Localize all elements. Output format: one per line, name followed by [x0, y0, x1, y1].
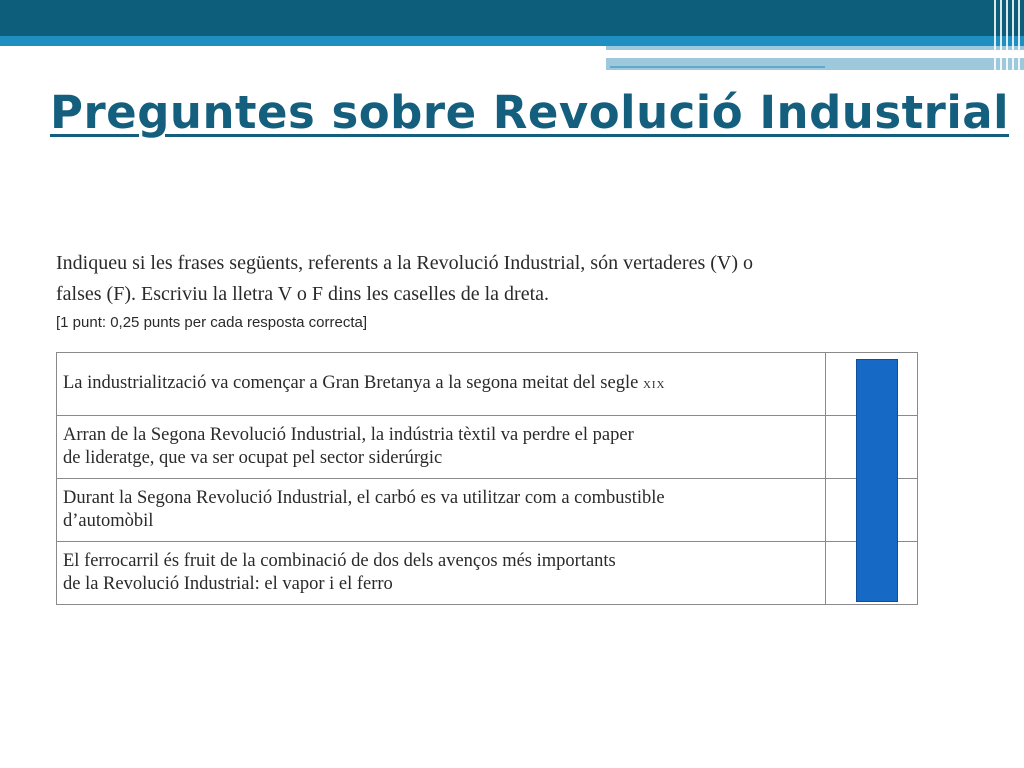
century-numeral: xix — [642, 376, 666, 392]
header-bar-dark — [0, 0, 1024, 36]
question-cell — [57, 542, 826, 605]
header-bar-accent — [0, 36, 1024, 46]
header-bar-light-lower — [606, 58, 1024, 70]
slide-title: Preguntes sobre Revolució Industrial — [50, 86, 1010, 139]
question-text: Durant la Segona Revolució Industrial, el carbó es va utilitzar com a combustible — [63, 488, 665, 508]
instructions — [56, 248, 936, 310]
question-text-continued: d’automòbil — [63, 511, 154, 531]
table-row — [57, 542, 918, 605]
question-text: El ferrocarril és fruit de la combinació de dos dels avenços més importants — [63, 551, 616, 571]
question-text-continued: de lideratge, que va ser ocupat pel sector siderúrgic — [63, 448, 443, 468]
questions-table — [56, 352, 918, 605]
question-cell — [57, 479, 826, 542]
instructions-line-1: Indiqueu si les frases següents, referents a la Revolució Industrial, són vertaderes (V) o — [56, 252, 754, 274]
answer-cover-shape[interactable] — [856, 359, 898, 602]
question-text: Arran de la Segona Revolució Industrial, la indústria tèxtil va perdre el paper — [63, 425, 634, 445]
question-cell — [57, 416, 826, 479]
header-rule-white — [825, 56, 945, 58]
points-note: [1 punt: 0,25 punts per cada resposta correcta] — [56, 314, 368, 331]
question-cell — [57, 353, 826, 416]
question-text-continued: de la Revolució Industrial: el vapor i el ferro — [63, 574, 393, 594]
table-row — [57, 416, 918, 479]
table-row — [57, 479, 918, 542]
header-stripes — [990, 0, 1024, 70]
instructions-line-2: falses (F). Escriviu la lletra V o F dins les caselles de la dreta. — [56, 283, 550, 305]
question-text: La industrialització va començar a Gran Bretanya a la segona meitat del segle — [63, 373, 643, 393]
header-rule — [610, 66, 825, 68]
table-row — [57, 353, 918, 416]
header-bar-light — [606, 46, 1024, 58]
